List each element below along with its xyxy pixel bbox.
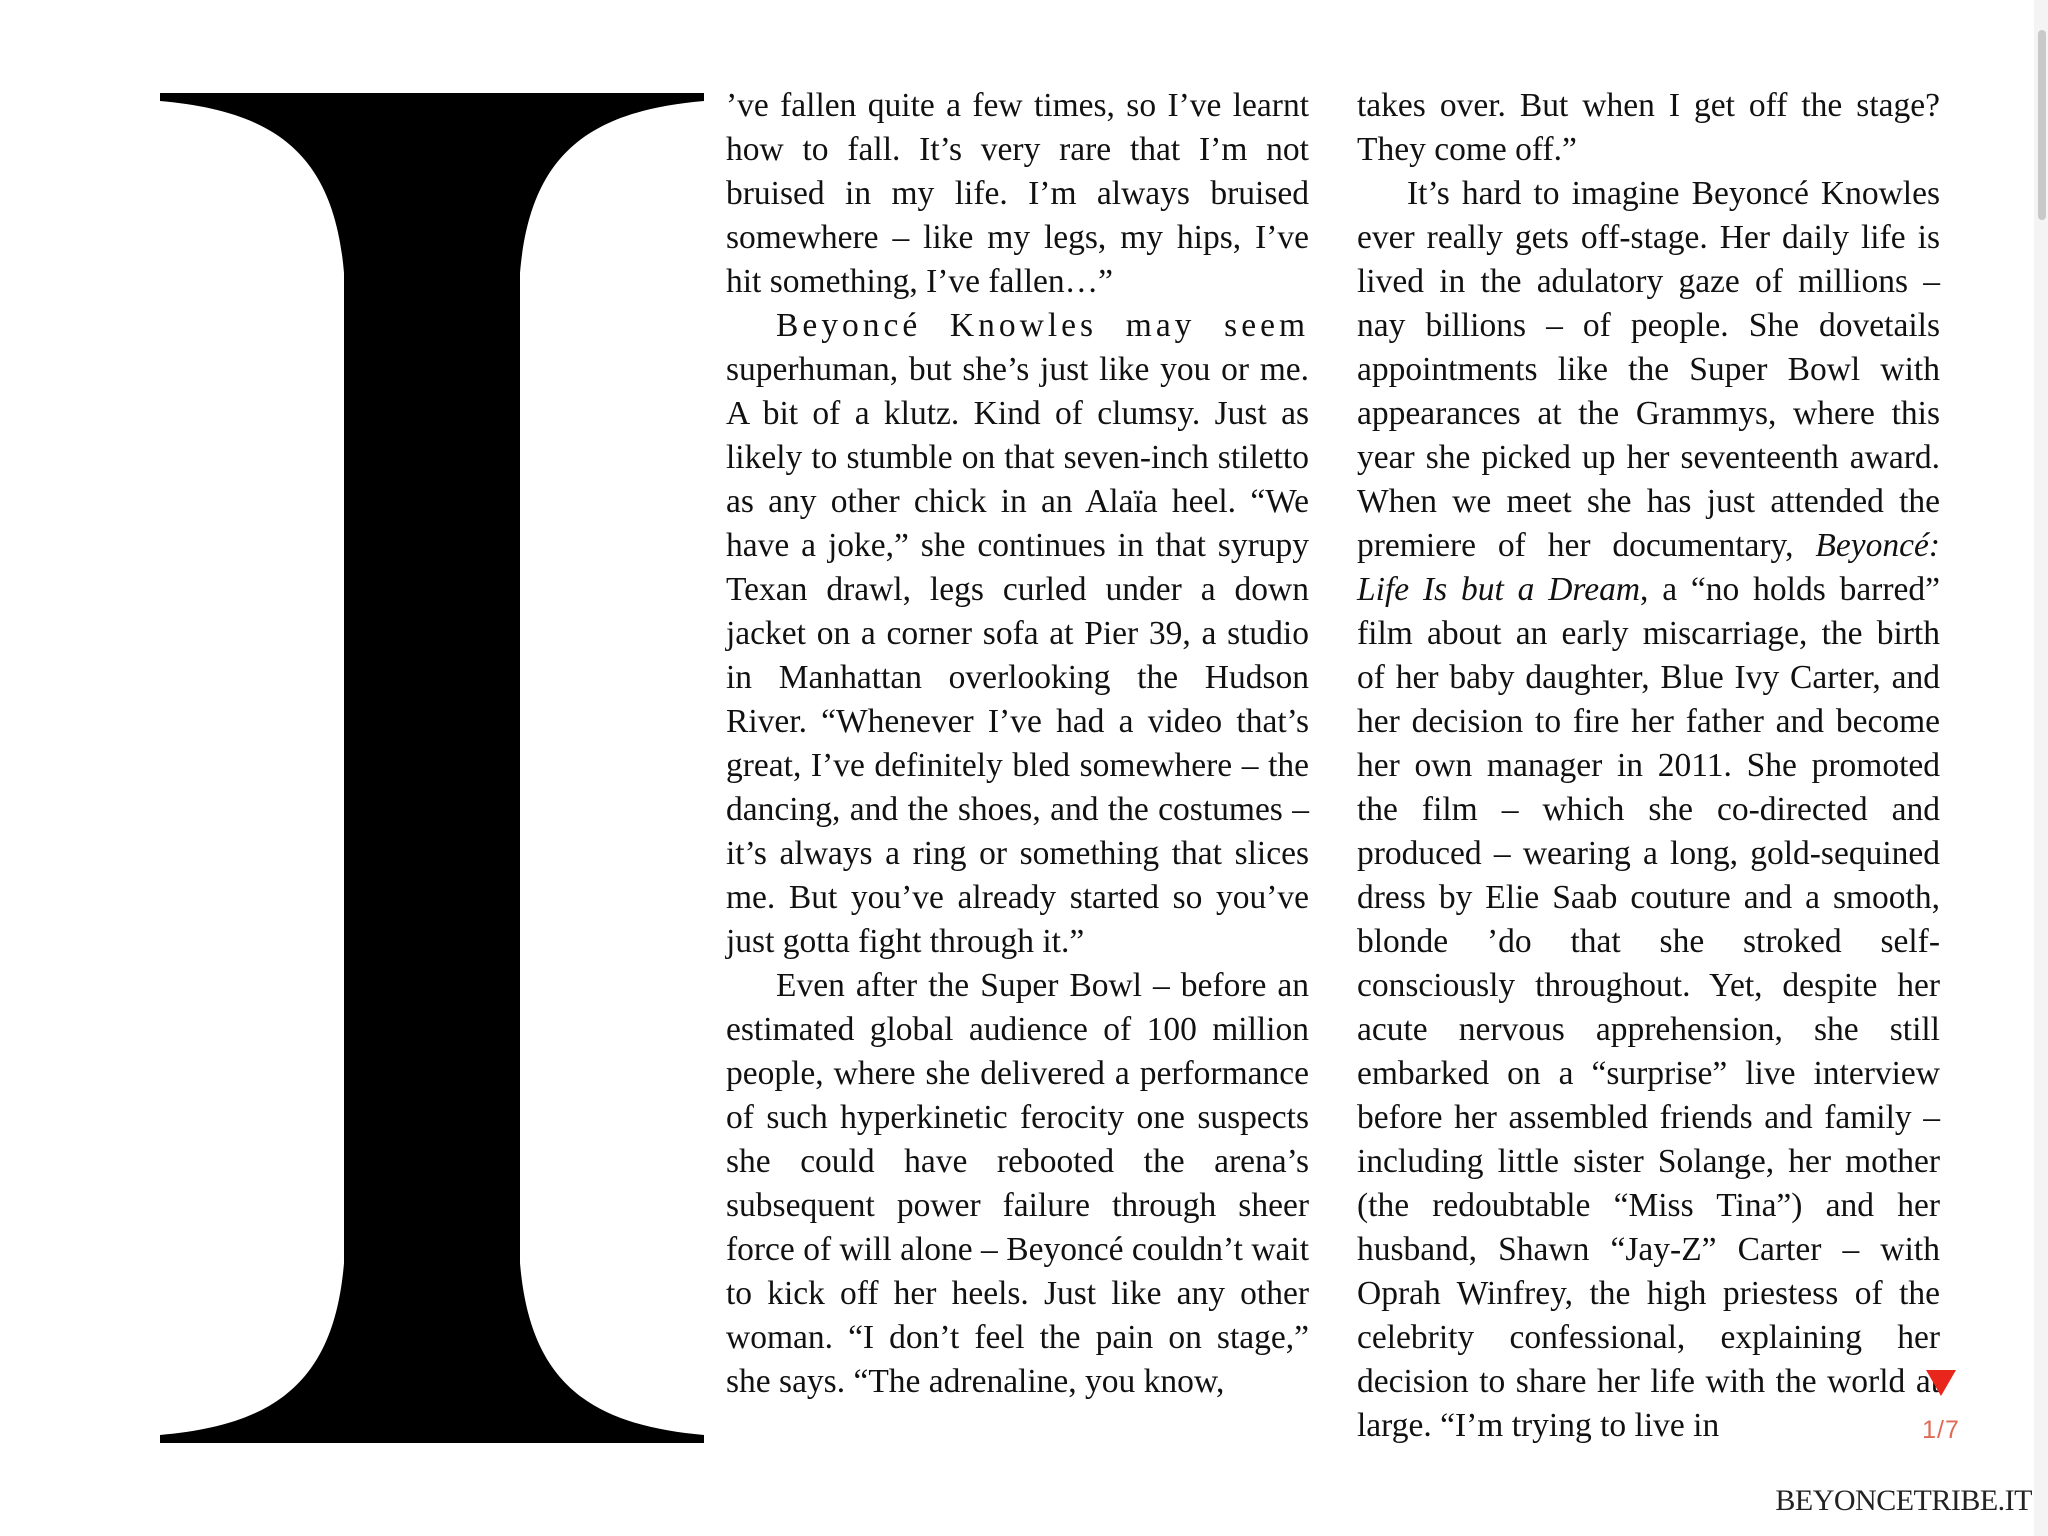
paragraph-5	[1357, 172, 1940, 1448]
paragraph-5-part-b: , a “no holds barred” film about an early miscarriage, the birth of her baby daughter, Blue Ivy Carter, and her decision to fire her father and become her own manager in 2011. She promoted the film – which she co-directed and produced – wearing a long, gold-sequined dress by Elie Saab couture and a smooth, blonde ’do that she stroked self-consciously throughout. Yet, despite her acute nervous apprehension, she still embarked on a “surprise” live interview before her assembled friends and family – including little sister Solange, her mother (the redoubtable “Miss Tina”) and her husband, Shawn “Jay-Z” Carter – with Oprah Winfrey, the high priestess of the celebrity confessional, explaining her decision to share her life with the world at large. “I’m trying to live in	[1357, 571, 1940, 1444]
paragraph-2	[726, 304, 1309, 964]
page-indicator: 1/7	[1922, 1416, 1960, 1444]
page-navigation	[1918, 1370, 1964, 1445]
documentary-title: Beyoncé: Life Is but a Dream	[1357, 527, 1941, 608]
text-column-1	[726, 84, 1309, 1404]
paragraph-2-lead: Beyoncé Knowles may seem	[776, 307, 1309, 344]
scrollbar-thumb[interactable]	[2038, 30, 2046, 220]
vertical-scrollbar[interactable]	[2034, 0, 2048, 1536]
paragraph-3: Even after the Super Bowl – before an estimated global audience of 100 million people, where she delivered a performance of such hyperkinetic ferocity one suspects she could have rebooted the arena’s subsequent power failure through sheer force of will alone – Beyoncé couldn’t wait to kick off her heels. Just like any other woman. “I don’t feel the pain on stage,” she says. “The adrenaline, you know,	[726, 967, 1309, 1400]
triangle-down-icon[interactable]	[1926, 1370, 1956, 1396]
text-column-2	[1357, 84, 1940, 1448]
paragraph-1: ’ve fallen quite a few times, so I’ve learnt how to fall. It’s very rare that I’m not bruised in my life. I’m always bruised somewhere – like my legs, my hips, I’ve hit something, I’ve fallen…”	[726, 87, 1309, 300]
paragraph-5-part-a: It’s hard to imagine Beyoncé Knowles ever really gets off-stage. Her daily life is lived in the adulatory gaze of millions – nay billions – of people. She dovetails appointments like the Super Bowl with appearances at the Grammys, where this year she picked up her seventeenth award. When we meet she has just attended the premiere of her documentary,	[1357, 175, 1940, 564]
paragraph-4: takes over. But when I get off the stage? They come off.”	[1357, 87, 1940, 168]
paragraph-2-body: superhuman, but she’s just like you or me. A bit of a klutz. Kind of clumsy. Just as likely to stumble on that seven-inch stiletto as any other chick in an Alaïa heel. “We have a joke,” she continues in that syrupy Texan drawl, legs curled under a down jacket on a corner sofa at Pier 39, a studio in Manhattan overlooking the Hudson River. “Whenever I’ve had a video that’s great, I’ve definitely bled somewhere – the dancing, and the shoes, and the costumes – it’s always a ring or something that slices me. But you’ve already started so you’ve just gotta fight through it.”	[726, 351, 1309, 960]
drop-cap	[160, 93, 704, 1443]
watermark-logo: BEYONCETRIBE.IT	[1775, 1484, 2032, 1517]
drop-cap-letter-i	[160, 93, 704, 1443]
